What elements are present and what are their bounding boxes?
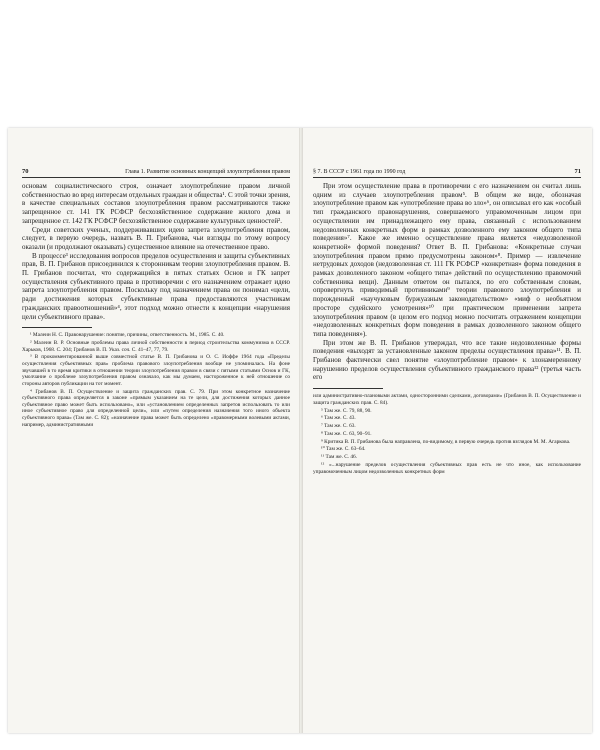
page-number: 70	[22, 168, 29, 175]
footnote: ⁹ Критика В. П. Грибанова была направлена, по-видимому, в первую очередь против взглядов М. М. Агаркова.	[321, 438, 571, 445]
footnote: ⁸ Там же. С. 63, 90–91.	[321, 430, 372, 437]
right-page	[313, 128, 581, 733]
running-head: Глава 1. Развитие основных концепций злоупотребления правом	[125, 169, 290, 175]
left-page-header	[22, 168, 290, 178]
footnote: ⁶ Там же. С. 43.	[321, 415, 356, 422]
footnote-divider	[313, 388, 383, 389]
footnote: ¹ Малеин Н. С. Правонарушение: понятие, причины, ответственность. М., 1985. С. 40.	[30, 332, 225, 339]
footnote-continuation: или административно-плановыми актами, односторонними сделками, договорами» (Грибанов В. П. Осуществление и защита гражданских прав. С. 84).	[313, 393, 581, 406]
footnotes	[313, 393, 581, 475]
paragraph: основам социалистического строя, означает злоупотребление правом личной собственностью во вред интересам отдельных граждан и общества¹. С этой точки зрения, в качестве специальных составов злоупотребления правом рассматриваются также запрещенное ст. 141 ГК РСФСР бесхозяйственное содержание жилого дома и запрещенное ст. 142 ГК РСФСР бесхозяйственное содержание культурных ценностей².	[22, 182, 290, 225]
book-gutter	[299, 128, 303, 733]
right-page-header	[313, 168, 581, 178]
page-number: 71	[574, 168, 581, 175]
paragraph: В процессе³ исследования вопросов пределов осуществления и защиты субъективных прав, В. П. Грибанов присоединился к сторонникам теории злоупотребления правом. В. П. Грибанов посчитал, что содержащийся в пятых статьях Основ и ГК запрет осуществления субъективного права в противоречии с его назначением отражает идею запрета злоупотребления правом. Поскольку под назначением права он понимал «цели, ради достижения которых субъективные права предоставляются участникам гражданских правоотношений»⁴, этот подход можно отнести к концепции «нарушения цели субъективного права».	[22, 251, 290, 321]
footnote: ⁴ Грибанов В. П. Осуществление и защита гражданских прав. С. 79. При этом конкретное назначение субъективного права определяется в законе «прямым указанием на те цели, для достижения которых данное субъективное право может быть использовано», или «установлением определенных запретов использовать то или иное субъективное право для определенной цели», или «путем определения назначения того иного объекта субъективного права» (Там же. С. 82); «назначение права может быть определено «правомерными волевыми актами, например, административными	[22, 388, 290, 428]
paragraph: Среди советских ученых, поддерживавших идею запрета злоупотребления правом, следует, в первую очередь, назвать В. П. Грибанова, чьи взгляды по этому вопросу оказали (и продолжают оказывать) существенное влияние на отечественное право.	[22, 225, 290, 251]
footnotes	[22, 332, 290, 428]
footnote: ⁵ Там же. С. 79, 88, 90.	[321, 407, 372, 414]
footnote: ⁷ Там же. С. 63.	[321, 423, 356, 430]
footnote: ² Малеин В. Р. Основные проблемы права личной собственности в период строительства коммунизма в СССР. Харьков, 1968. С. 204; Грибанов В. П. Указ. соч. С. 41–47, 77, 79.	[22, 340, 290, 353]
footnote: ¹² «...нарушение пределов осуществления субъективных прав есть не что иное, как использование управомоченным лицом недозволенных конкретных форм	[313, 462, 581, 475]
paragraph: При этом же В. П. Грибанов утверждал, что все такие недозволенные формы поведения «выходят за установленные законом пределы осуществления права»¹¹. В. П. Грибанов фактически свел понятие «злоупотребление правом» к злонамеренному нарушению пределов осуществления субъективного гражданского права¹² (третья часть его	[313, 338, 581, 382]
running-head: § 7. В СССР с 1961 года по 1990 год	[313, 169, 406, 175]
book-spread	[8, 128, 592, 733]
footnote: ³ В прокомментированной выше совместной статье В. П. Грибанова и О. С. Иоффе 1964 года «Пределы осуществления субъективных прав» проблема правового злоупотребления вообще не упоминалась. На фоне звучавшей в то время критики в отношении теории злоупотребления правом в связи с пятыми статьями Основ и ГК, умолчание о проблеме злоупотребления правом означало, как мы думаем, настороженное к ней отношение со стороны авторов публикации на тот момент.	[22, 354, 290, 387]
left-page	[22, 128, 290, 733]
footnote: ¹¹ Там же. С. 46.	[321, 454, 358, 461]
left-page-body	[22, 182, 290, 429]
footnote: ¹⁰ Там же. С. 63–64.	[321, 446, 366, 453]
footnote-divider	[22, 327, 92, 328]
paragraph: При этом осуществление права в противоречии с его назначением он считал лишь одним из случаев злоупотребления правом⁵. В общем же виде, обозначая злоупотребление правом как «употребление права во зло»⁶, он описывал его как «особый тип гражданского правонарушения, совершаемого управомоченным лицом при осуществлении им принадлежащего ему права, связанный с использованием недозволенных конкретных форм в рамках дозволенного ему законом общего типа поведения»⁷. Какое же именно осуществление права является «недозволенной конкретной» формой поведения? Ответ В. П. Грибанова: «Конкретные случаи злоупотребления правом прямо предусмотрены законом»⁸. Пример — извлечение нетрудовых доходов (недозволенная ст. 111 ГК РСФСР «конкретная» форма поведения в рамках дозволенного законом «общего типа» действий по осуществлению правомочий собственника вещи). Данным ответом он пытался, по его собственным словам, опровергнуть приводимый противниками⁹ теории правового злоупотребления и порожденный «каучуковым буржуазным законодательством» «миф о необъятном просторе судейского усмотрения»¹⁰ при практическом применении запрета злоупотребления правом (в целом его подход можно посчитать отражением концепции «недозволенных конкретных форм поведения в рамках дозволенного законом общего типа поведения»).	[313, 182, 581, 338]
right-page-body	[313, 182, 581, 476]
